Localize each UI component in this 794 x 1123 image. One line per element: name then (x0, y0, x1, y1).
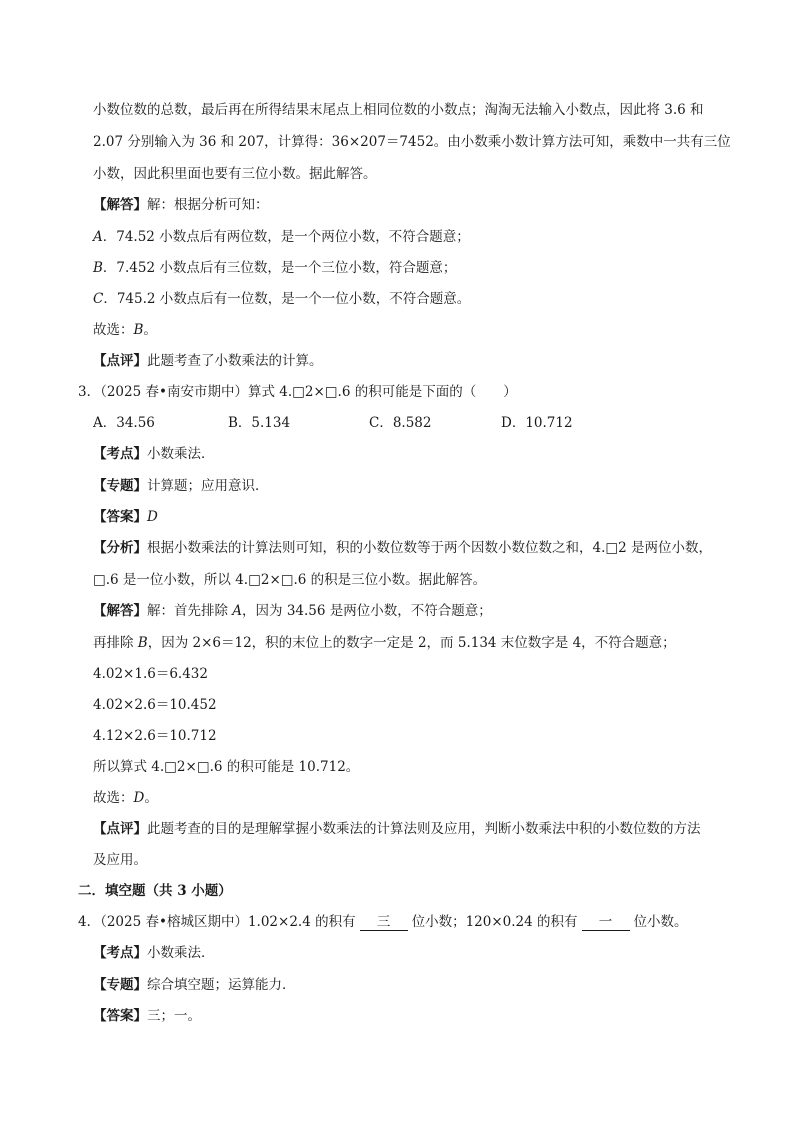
q2-comment (93, 351, 323, 371)
q3-zhuanti: 【专题】计算题；应用意识． (93, 478, 269, 494)
q4-kaodian: 【考点】小数乘法． (93, 945, 215, 961)
q3-kaodian: 【考点】小数乘法． (93, 446, 215, 462)
q3-option-c: C．8.582 (369, 415, 432, 431)
q4-stem: 4．（2025 春•榕城区期中）1.02×2.4 的积有 三 位小数；120×0.24 的积有 一 位小数。 (78, 914, 688, 930)
q3-calc-1: 4.02×1.6＝6.432 (93, 666, 208, 682)
q3-stem: 3．（2025 春•南安市期中）算式 4.□2×□.6 的积可能是下面的（ ） (78, 384, 517, 400)
q3-dianping-line-1: 【点评】此题考查的目的是理解掌握小数乘法的计算法则及应用，判断小数乘法中积的小数位数的方法 (93, 821, 701, 837)
q2-analysis-line-2: 2.07 分别输入为 36 和 207，计算得：36×207＝7452。由小数乘小数计算方法可知，乘数中一共有三位 (93, 134, 731, 150)
comment-tag: 【点评】 (93, 353, 147, 369)
q3-option-b: B．5.134 (228, 415, 291, 431)
q2-choice: 故选：B。 (93, 322, 157, 338)
option-analysis-text: ．7.452 小数点后有三位数，是一个三位小数，符合题意； (102, 260, 457, 276)
q2-answer-line (93, 195, 269, 215)
q2-option-b-analysis (93, 258, 456, 278)
section-title: 二．填空题（共 3 小题） (78, 883, 232, 899)
fill-blank: 三 (360, 914, 408, 931)
q3-option-d: D．10.712 (501, 415, 573, 431)
q2-option-c-analysis (93, 289, 470, 309)
q3-calc-2: 4.02×2.6＝10.452 (93, 697, 217, 713)
option-letter: A (93, 229, 103, 245)
q3-jieda-line-1: 【解答】解：首先排除 A，因为 34.56 是两位小数，不符合题意； (93, 603, 492, 619)
q3-conclusion: 所以算式 4.□2×□.6 的积可能是 10.712。 (93, 759, 360, 775)
q3-fenxi-line-2: □.6 是一位小数，所以 4.□2×□.6 的积是三位小数。据此解答。 (93, 572, 487, 588)
q3-calc-3: 4.12×2.6＝10.712 (93, 728, 217, 744)
q2-analysis-line-3: 小数，因此积里面也要有三位小数。据此解答。 (93, 166, 377, 182)
option-analysis-text: ．745.2 小数点后有一位数，是一个一位小数，不符合题意。 (103, 291, 471, 307)
fill-blank: 一 (582, 914, 630, 931)
comment-text: 此题考查了小数乘法的计算。 (147, 353, 323, 369)
q4-answer: 【答案】三；一。 (93, 1008, 201, 1024)
q4-zhuanti: 【专题】综合填空题；运算能力． (93, 977, 296, 993)
q3-choice: 故选：D。 (93, 790, 158, 806)
q2-analysis-line-1: 小数位数的总数，最后再在所得结果末尾点上相同位数的小数点；淘淘无法输入小数点，因此将 3.6 和 (93, 102, 704, 118)
q3-answer: 【答案】D (93, 509, 158, 525)
chosen-letter: B (133, 322, 144, 338)
option-analysis-text: ．74.52 小数点后有两位数，是一个两位小数，不符合题意； (102, 229, 470, 245)
answer-tag: 【解答】 (93, 197, 147, 213)
option-letter: B (93, 260, 103, 276)
q2-option-a-analysis (93, 227, 470, 247)
q3-fenxi-line-1: 【分析】根据小数乘法的计算法则可知，积的小数位数等于两个因数小数位数之和，4.□2 是两位小数， (93, 540, 713, 556)
q3-dianping-line-2: 及应用。 (93, 852, 147, 868)
q3-option-a: A．34.56 (93, 415, 155, 431)
option-letter: C (93, 291, 104, 307)
q3-jieda-line-2: 再排除 B，因为 2×6＝12，积的末位上的数字一定是 2，而 5.134 末位数字是 4，不符合题意； (93, 635, 676, 651)
answer-intro: 解：根据分析可知： (147, 197, 269, 213)
